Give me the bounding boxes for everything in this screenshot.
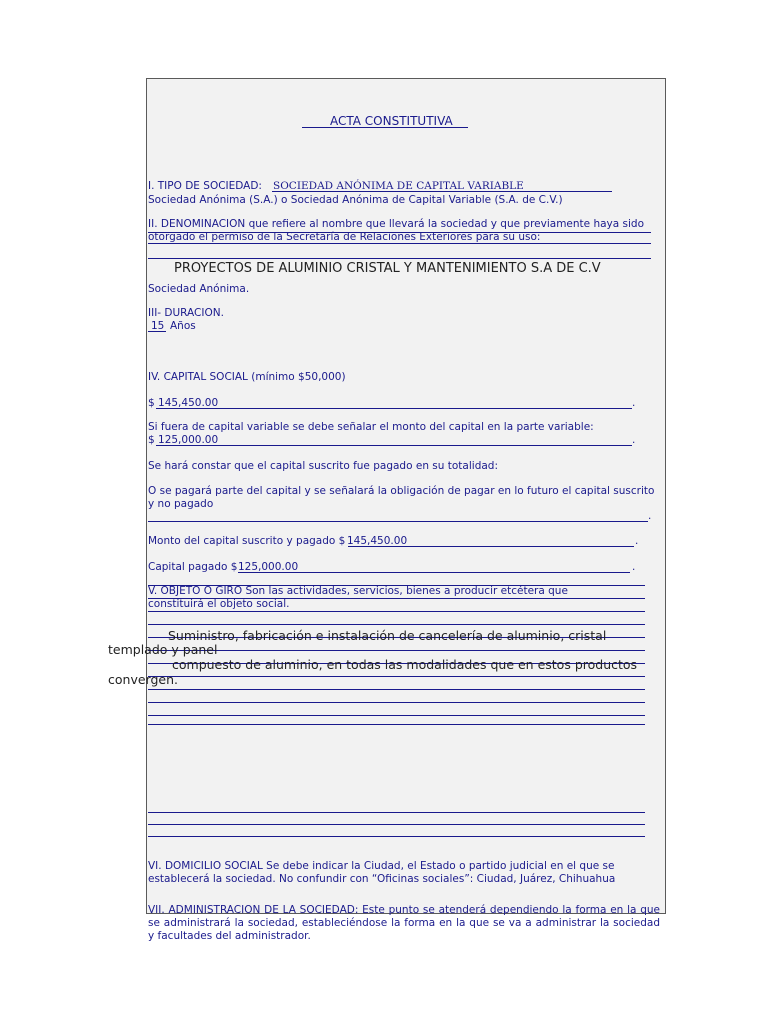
capital-parcial-underline bbox=[148, 521, 648, 522]
capital-parcial-line2: y no pagado bbox=[148, 498, 214, 510]
duracion-value: 15 bbox=[151, 320, 165, 332]
capital-pagado-underline bbox=[238, 572, 630, 573]
capital-suscrito-value: 145,450.00 bbox=[347, 535, 408, 547]
capital-variable-amount: $ 125,000.00 bbox=[148, 434, 219, 446]
ruled-line bbox=[148, 724, 645, 725]
duracion-label: III- DURACION. bbox=[148, 307, 224, 319]
tipo-sociedad-underline bbox=[272, 191, 612, 192]
capital-parcial-dot: . bbox=[648, 510, 652, 522]
tipo-sociedad-note: Sociedad Anónima (S.A.) o Sociedad Anónima de Capital Variable (S.A. de C.V.) bbox=[148, 194, 563, 206]
capital-social-dot: . bbox=[632, 397, 636, 409]
sociedad-type: Sociedad Anónima. bbox=[148, 283, 250, 295]
capital-pagado-dot: . bbox=[632, 561, 636, 573]
capital-variable-dot: . bbox=[632, 434, 636, 446]
objeto-text-1: Suministro, fabricación e instalación de cancelería de aluminio, cristal bbox=[168, 628, 607, 643]
tipo-sociedad-value: SOCIEDAD ANÓNIMA DE CAPITAL VARIABLE bbox=[273, 180, 524, 192]
capital-pagado-label: Capital pagado $ bbox=[148, 561, 238, 573]
objeto-text-3: compuesto de aluminio, en todas las modalidades que en estos productos bbox=[172, 657, 638, 672]
duracion-unit: Años bbox=[170, 320, 196, 332]
capital-social-underline bbox=[156, 408, 632, 409]
ruled-line bbox=[148, 611, 645, 612]
capital-social-label: IV. CAPITAL SOCIAL (mínimo $50,000) bbox=[148, 371, 346, 383]
ruled-line bbox=[148, 689, 645, 690]
capital-variable-underline bbox=[156, 445, 632, 446]
ruled-line bbox=[148, 650, 645, 651]
ruled-line bbox=[148, 812, 645, 813]
ruled-line bbox=[148, 676, 645, 677]
ruled-line bbox=[148, 702, 645, 703]
administracion-text: VII. ADMINISTRACION DE LA SOCIEDAD: Este punto se atenderá dependiendo la forma en la que se administrará la sociedad, estableciéndose la forma en la que se va a administrar la sociedad y facultades del administrador. bbox=[148, 904, 660, 942]
denominacion-line1: II. DENOMINACION que refiere al nombre que llevará la sociedad y que previamente haya sido bbox=[148, 218, 645, 230]
capital-suscrito-label: Monto del capital suscrito y pagado $ bbox=[148, 535, 346, 547]
denominacion-underline-3 bbox=[148, 258, 651, 259]
capital-parcial-line1: O se pagará parte del capital y se señalará la obligación de pagar en lo futuro el capital suscrito bbox=[148, 485, 655, 497]
capital-pagado-value: 125,000.00 bbox=[238, 561, 299, 573]
page-title: ACTA CONSTITUTIVA bbox=[330, 114, 453, 128]
objeto-text-2: templado y panel bbox=[108, 642, 218, 657]
denominacion-line2: otorgado el permiso de la Secretaría de Relaciones Exteriores para su uso: bbox=[148, 231, 541, 243]
ruled-line bbox=[148, 624, 645, 625]
capital-suscrito-underline bbox=[348, 546, 634, 547]
ruled-line bbox=[148, 715, 645, 716]
objeto-text-4: convergen. bbox=[108, 672, 178, 687]
objeto-line2: constituirá el objeto social. bbox=[148, 598, 290, 610]
domicilio-line2: establecerá la sociedad. No confundir con “Oficinas sociales”: Ciudad, Juárez, Chihuahua bbox=[148, 873, 616, 885]
capital-suscrito-dot: . bbox=[635, 535, 639, 547]
domicilio-line1: VI. DOMICILIO SOCIAL Se debe indicar la Ciudad, el Estado o partido judicial en el que se bbox=[148, 860, 615, 872]
objeto-line1: V. OBJETO O GIRO Son las actividades, servicios, bienes a producir etcétera que bbox=[148, 585, 568, 597]
tipo-sociedad-label: I. TIPO DE SOCIEDAD: bbox=[148, 180, 262, 192]
company-name: PROYECTOS DE ALUMINIO CRISTAL Y MANTENIMIENTO S.A DE C.V bbox=[174, 261, 601, 276]
capital-pagado-totalidad: Se hará constar que el capital suscrito fue pagado en su totalidad: bbox=[148, 460, 498, 472]
duracion-underline bbox=[148, 331, 166, 332]
ruled-line bbox=[148, 836, 645, 837]
capital-social-amount: $ 145,450.00 bbox=[148, 397, 219, 409]
ruled-line bbox=[148, 824, 645, 825]
denominacion-underline-2 bbox=[148, 243, 651, 244]
capital-variable-text: Si fuera de capital variable se debe señalar el monto del capital en la parte variable: bbox=[148, 421, 594, 433]
